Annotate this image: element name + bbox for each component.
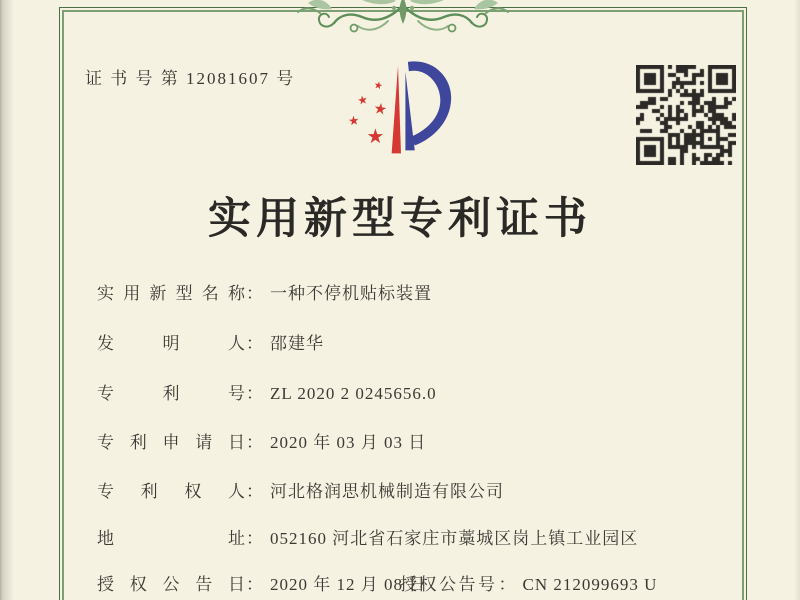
field-row-utility-model-name — [97, 283, 432, 305]
field-label: 专利号 — [97, 384, 245, 403]
field-colon: ： — [246, 529, 263, 548]
field-colon: ： — [246, 284, 263, 303]
field-value: 河北格润思机械制造有限公司 — [270, 482, 504, 501]
cnipa-patent-logo-icon — [330, 55, 470, 173]
field-colon: ： — [246, 575, 263, 594]
field-colon: ： — [246, 334, 263, 353]
field-value: 2020 年 03 月 03 日 — [270, 433, 427, 452]
field-row-patentee — [97, 481, 504, 503]
field-value: 邵建华 — [270, 334, 324, 353]
page-edge-shadow-left — [0, 0, 14, 600]
field-label: 专利申请日 — [97, 433, 245, 452]
field-row-inventor — [97, 333, 324, 355]
field-value: 052160 河北省石家庄市藁城区岗上镇工业园区 — [270, 529, 639, 548]
grant-number-group — [400, 574, 657, 596]
certificate-title: 实用新型专利证书 — [208, 196, 592, 243]
field-colon: ： — [246, 384, 263, 403]
page-edge-shadow-right — [794, 0, 800, 600]
field-label: 实用新型名称 — [97, 284, 245, 303]
field-label: 专利权人 — [97, 482, 245, 501]
grant-number-value: CN 212099693 U — [522, 575, 658, 594]
grant-date-value: 2020 年 12 月 08 日 — [270, 575, 427, 594]
field-row-address — [97, 528, 638, 550]
field-row-grant — [97, 574, 658, 596]
field-colon: ： — [246, 433, 263, 452]
qr-code — [636, 65, 736, 165]
field-row-filing-date — [97, 432, 426, 454]
field-colon: ： — [246, 482, 263, 501]
grant-date-label: 授权公告日 — [97, 575, 245, 594]
grant-number-label: 授权公告号 — [400, 575, 498, 594]
field-label: 地址 — [97, 529, 245, 548]
field-value: 一种不停机贴标装置 — [270, 284, 432, 303]
header-ornament-icon — [278, 0, 528, 43]
field-row-patent-number — [97, 383, 437, 405]
field-label: 发明人 — [97, 334, 245, 353]
certificate-number: 证 书 号 第 12081607 号 — [85, 69, 296, 88]
field-value: ZL 2020 2 0245656.0 — [270, 384, 437, 403]
field-colon: ： — [498, 575, 516, 594]
